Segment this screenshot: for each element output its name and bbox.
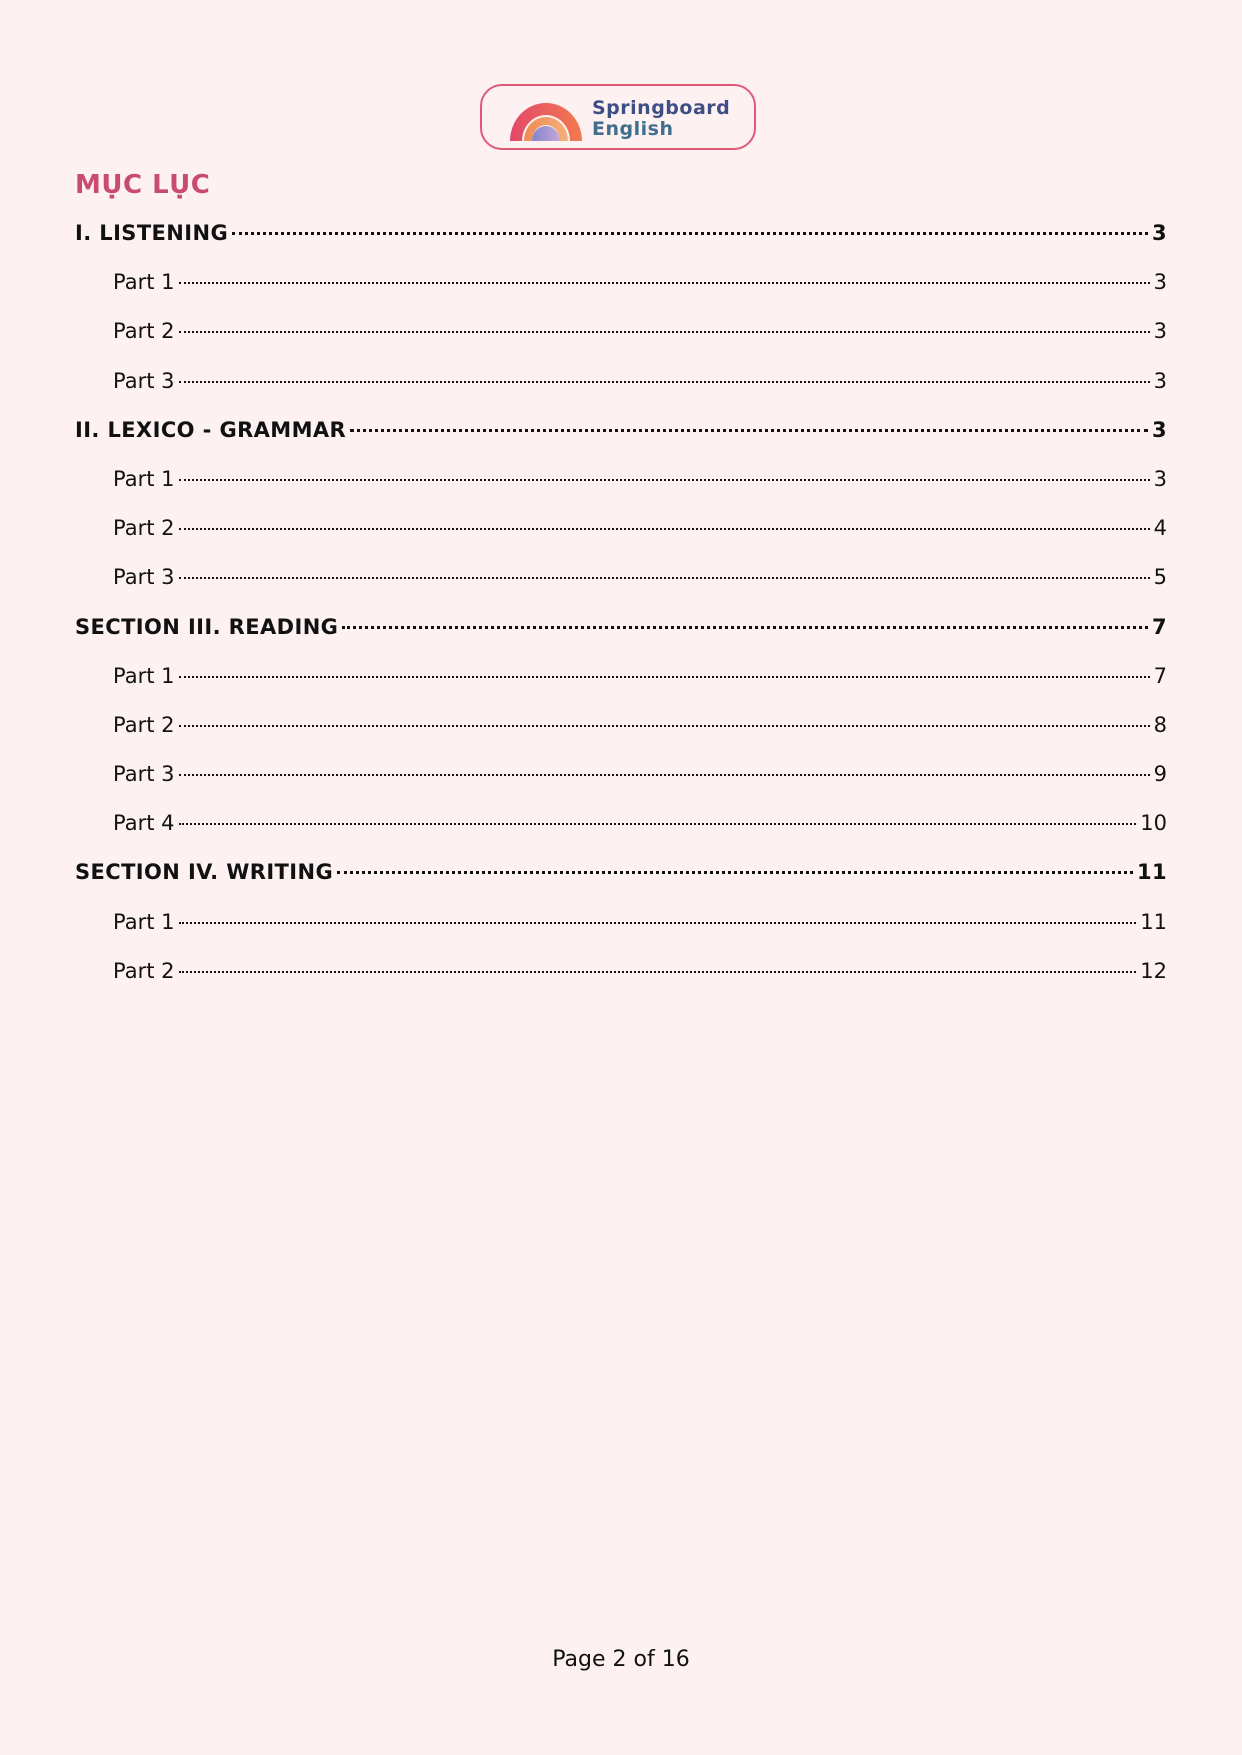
toc-entry-label: SECTION III. READING	[75, 614, 339, 639]
page-number-footer: Page 2 of 16	[552, 1647, 690, 1672]
toc-entry-page-number: 3	[1153, 466, 1167, 491]
toc-part-entry[interactable]	[75, 319, 1167, 368]
toc-part-entry[interactable]	[75, 959, 1167, 1008]
toc-entry-label: Part 3	[113, 762, 175, 787]
toc-entry-page-number: 8	[1153, 712, 1167, 737]
toc-entry-label: I. LISTENING	[75, 221, 229, 245]
toc-entry-label: Part 2	[113, 319, 175, 344]
toc-part-entry[interactable]	[75, 811, 1167, 860]
toc-entry-label: Part 1	[113, 466, 175, 491]
toc-entry-page-number: 11	[1140, 909, 1167, 934]
logo-text-english: English	[592, 118, 674, 140]
brand-logo	[480, 84, 756, 150]
toc-dot-leader	[342, 626, 1148, 629]
toc-entry-page-number: 10	[1140, 811, 1167, 836]
toc-dot-leader	[179, 922, 1137, 924]
toc-entry-label: Part 2	[113, 958, 175, 983]
toc-entry-page-number: 3	[1153, 319, 1167, 344]
table-of-contents	[75, 221, 1167, 1008]
toc-part-entry[interactable]	[75, 762, 1167, 811]
toc-dot-leader	[337, 871, 1133, 874]
toc-entry-page-number: 3	[1151, 221, 1167, 245]
toc-entry-page-number: 3	[1153, 270, 1167, 295]
toc-dot-leader	[179, 577, 1150, 579]
toc-entry-label: II. LEXICO - GRAMMAR	[75, 417, 347, 442]
toc-part-entry[interactable]	[75, 516, 1167, 565]
toc-entry-page-number: 9	[1153, 762, 1167, 787]
toc-dot-leader	[232, 232, 1148, 235]
toc-dot-leader	[179, 725, 1150, 727]
toc-part-entry[interactable]	[75, 664, 1167, 713]
toc-part-entry[interactable]	[75, 910, 1167, 959]
toc-entry-page-number: 12	[1140, 958, 1167, 983]
toc-entry-label: Part 3	[113, 368, 175, 393]
logo-text-springboard: Springboard	[592, 97, 731, 119]
toc-entry-label: Part 1	[113, 663, 175, 688]
toc-dot-leader	[179, 528, 1150, 530]
toc-entry-page-number: 3	[1151, 417, 1167, 442]
toc-dot-leader	[179, 774, 1150, 776]
toc-entry-label: Part 4	[113, 811, 175, 836]
toc-entry-label: Part 1	[113, 909, 175, 934]
toc-entry-label: Part 2	[113, 712, 175, 737]
toc-dot-leader	[350, 429, 1148, 432]
toc-dot-leader	[179, 676, 1150, 678]
toc-section-entry[interactable]	[75, 418, 1167, 467]
toc-entry-page-number: 11	[1136, 860, 1167, 885]
toc-section-entry[interactable]	[75, 860, 1167, 909]
toc-dot-leader	[179, 282, 1150, 284]
toc-entry-label: SECTION IV. WRITING	[75, 860, 334, 885]
toc-dot-leader	[179, 823, 1137, 825]
toc-dot-leader	[179, 381, 1150, 383]
toc-entry-page-number: 7	[1153, 663, 1167, 688]
toc-entry-page-number: 3	[1153, 368, 1167, 393]
toc-dot-leader	[179, 331, 1150, 333]
toc-part-entry[interactable]	[75, 467, 1167, 516]
toc-dot-leader	[179, 971, 1137, 973]
toc-entry-page-number: 4	[1153, 516, 1167, 541]
rainbow-logo-icon	[510, 97, 586, 141]
toc-entry-page-number: 7	[1151, 614, 1167, 639]
toc-title: MỤC LỤC	[75, 170, 211, 200]
toc-entry-page-number: 5	[1153, 565, 1167, 590]
toc-dot-leader	[179, 479, 1150, 481]
toc-part-entry[interactable]	[75, 565, 1167, 614]
toc-part-entry[interactable]	[75, 369, 1167, 418]
toc-entry-label: Part 2	[113, 516, 175, 541]
toc-part-entry[interactable]	[75, 270, 1167, 319]
toc-entry-label: Part 1	[113, 270, 175, 295]
toc-part-entry[interactable]	[75, 713, 1167, 762]
toc-entry-label: Part 3	[113, 565, 175, 590]
toc-section-entry[interactable]	[75, 221, 1167, 270]
toc-section-entry[interactable]	[75, 615, 1167, 664]
